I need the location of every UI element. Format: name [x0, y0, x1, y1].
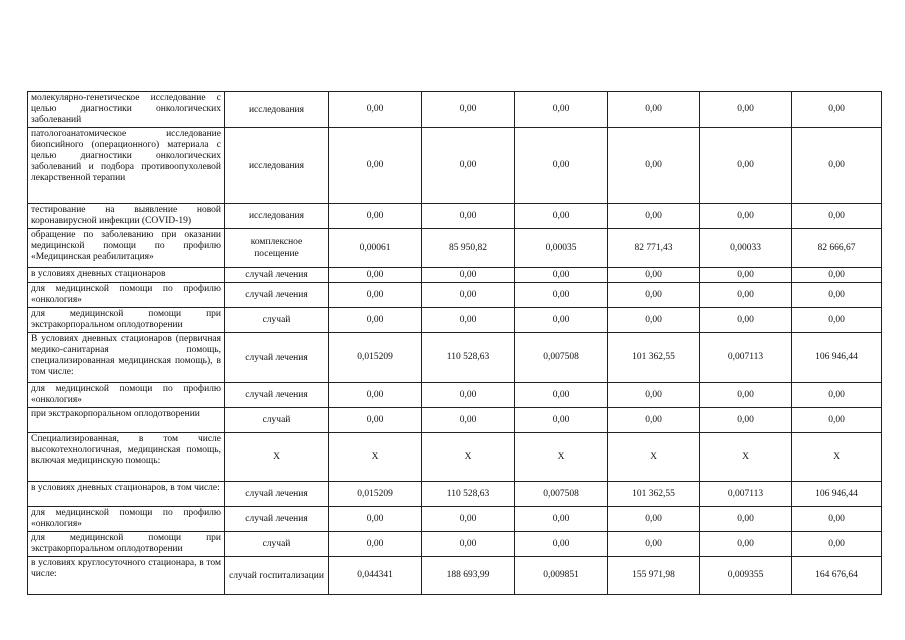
row-value-v1: 0,00061 [329, 229, 422, 268]
row-value-v1: 0,015209 [329, 333, 422, 383]
row-value-v5: 0,007113 [700, 333, 792, 383]
row-unit: Х [225, 433, 329, 482]
row-value-v6: 82 666,67 [792, 229, 882, 268]
row-value-v5: 0,00 [700, 408, 792, 433]
row-unit: случай лечения [225, 482, 329, 507]
row-unit: случай лечения [225, 268, 329, 283]
table-row [28, 433, 882, 482]
row-value-v2: 85 950,82 [422, 229, 515, 268]
row-unit: случай лечения [225, 283, 329, 308]
row-value-v4: 101 362,55 [608, 333, 700, 383]
row-value-v6: 106 946,44 [792, 482, 882, 507]
row-value-v1: 0,00 [329, 532, 422, 557]
row-value-v3: 0,00 [515, 268, 608, 283]
row-description: для медицинской помощи по профилю «онкология» [28, 283, 225, 308]
row-value-v6: Х [792, 433, 882, 482]
row-unit: комплексное посещение [225, 229, 329, 268]
row-description: для медицинской помощи при экстракорпоральном оплодотворении [28, 308, 225, 333]
row-value-v4: 155 971,98 [608, 557, 700, 595]
row-unit: случай лечения [225, 383, 329, 408]
row-value-v5: 0,00 [700, 92, 792, 128]
row-description: для медицинской помощи при экстракорпоральном оплодотворении [28, 532, 225, 557]
row-value-v3: 0,00 [515, 92, 608, 128]
row-value-v6: 0,00 [792, 92, 882, 128]
row-value-v4: 0,00 [608, 532, 700, 557]
row-unit: случай лечения [225, 333, 329, 383]
row-value-v3: 0,00035 [515, 229, 608, 268]
row-value-v6: 0,00 [792, 128, 882, 204]
row-value-v3: 0,00 [515, 308, 608, 333]
table-row [28, 308, 882, 333]
row-value-v2: 0,00 [422, 283, 515, 308]
row-value-v4: 0,00 [608, 128, 700, 204]
row-value-v2: 0,00 [422, 308, 515, 333]
table-row [28, 92, 882, 128]
row-value-v3: 0,00 [515, 383, 608, 408]
row-value-v2: 0,00 [422, 128, 515, 204]
row-value-v4: 0,00 [608, 92, 700, 128]
row-description: в условиях дневных стационаров [28, 268, 225, 283]
row-value-v2: 188 693,99 [422, 557, 515, 595]
row-value-v3: 0,009851 [515, 557, 608, 595]
row-value-v2: 0,00 [422, 268, 515, 283]
row-unit: исследования [225, 92, 329, 128]
row-value-v6: 0,00 [792, 204, 882, 229]
row-description: в условиях дневных стационаров, в том числе: [28, 482, 225, 507]
row-value-v4: 0,00 [608, 204, 700, 229]
table-row [28, 383, 882, 408]
row-value-v2: 110 528,63 [422, 333, 515, 383]
row-value-v4: 82 771,43 [608, 229, 700, 268]
table-row [28, 268, 882, 283]
row-value-v3: 0,00 [515, 128, 608, 204]
row-value-v1: 0,015209 [329, 482, 422, 507]
row-value-v5: 0,009355 [700, 557, 792, 595]
row-unit: исследования [225, 128, 329, 204]
row-value-v2: 0,00 [422, 383, 515, 408]
row-value-v5: 0,00 [700, 283, 792, 308]
row-description: при экстракорпоральном оплодотворении [28, 408, 225, 433]
row-value-v5: 0,007113 [700, 482, 792, 507]
row-value-v6: 0,00 [792, 383, 882, 408]
row-value-v3: Х [515, 433, 608, 482]
row-value-v5: 0,00 [700, 128, 792, 204]
table-row [28, 482, 882, 507]
row-value-v5: 0,00 [700, 308, 792, 333]
row-value-v3: 0,007508 [515, 482, 608, 507]
row-value-v5: 0,00 [700, 268, 792, 283]
norms-table [27, 91, 882, 595]
row-value-v4: 0,00 [608, 308, 700, 333]
row-unit: случай [225, 408, 329, 433]
row-description: в условиях круглосуточного стационара, в том числе: [28, 557, 225, 595]
row-value-v1: 0,044341 [329, 557, 422, 595]
row-value-v2: 0,00 [422, 204, 515, 229]
row-value-v6: 164 676,64 [792, 557, 882, 595]
row-value-v6: 0,00 [792, 268, 882, 283]
row-value-v6: 0,00 [792, 283, 882, 308]
row-value-v3: 0,00 [515, 204, 608, 229]
row-value-v2: 110 528,63 [422, 482, 515, 507]
row-value-v1: 0,00 [329, 204, 422, 229]
row-value-v4: 0,00 [608, 383, 700, 408]
table-row [28, 557, 882, 595]
row-unit: случай [225, 308, 329, 333]
row-description: для медицинской помощи по профилю «онкология» [28, 507, 225, 532]
row-value-v6: 0,00 [792, 532, 882, 557]
row-value-v5: 0,00 [700, 532, 792, 557]
row-unit: исследования [225, 204, 329, 229]
row-value-v4: 0,00 [608, 507, 700, 532]
row-value-v1: 0,00 [329, 128, 422, 204]
row-value-v6: 0,00 [792, 408, 882, 433]
row-description: для медицинской помощи по профилю «онкология» [28, 383, 225, 408]
row-value-v2: 0,00 [422, 408, 515, 433]
row-value-v6: 106 946,44 [792, 333, 882, 383]
row-value-v1: 0,00 [329, 283, 422, 308]
row-value-v5: 0,00 [700, 204, 792, 229]
row-value-v5: 0,00033 [700, 229, 792, 268]
row-value-v4: 0,00 [608, 408, 700, 433]
row-value-v1: 0,00 [329, 308, 422, 333]
table-row [28, 333, 882, 383]
row-value-v1: Х [329, 433, 422, 482]
row-value-v5: Х [700, 433, 792, 482]
row-value-v2: 0,00 [422, 532, 515, 557]
row-description: молекулярно-генетическое исследование с целью диагностики онкологических заболеваний [28, 92, 225, 128]
row-unit: случай [225, 532, 329, 557]
row-value-v3: 0,007508 [515, 333, 608, 383]
row-value-v1: 0,00 [329, 408, 422, 433]
row-unit: случай госпитализации [225, 557, 329, 595]
row-value-v1: 0,00 [329, 507, 422, 532]
row-value-v3: 0,00 [515, 532, 608, 557]
row-value-v5: 0,00 [700, 383, 792, 408]
row-value-v6: 0,00 [792, 308, 882, 333]
row-value-v2: Х [422, 433, 515, 482]
row-description: патологоанатомическое исследование биопсийного (операционного) материала с целью диагностики онкологических заболеваний и подбора противоопухолевой лекарственной терапии [28, 128, 225, 204]
table-row [28, 229, 882, 268]
row-value-v1: 0,00 [329, 92, 422, 128]
row-value-v3: 0,00 [515, 408, 608, 433]
row-value-v3: 0,00 [515, 283, 608, 308]
table-row [28, 283, 882, 308]
table-row [28, 507, 882, 532]
row-value-v4: 0,00 [608, 283, 700, 308]
row-value-v1: 0,00 [329, 268, 422, 283]
row-description: обращение по заболеванию при оказании медицинской помощи по профилю «Медицинская реабилитация» [28, 229, 225, 268]
row-value-v4: 0,00 [608, 268, 700, 283]
table-body [28, 92, 882, 595]
row-value-v2: 0,00 [422, 507, 515, 532]
row-description: Специализированная, в том числе высокотехнологичная, медицинская помощь, включая медицинскую помощь: [28, 433, 225, 482]
row-description: тестирование на выявление новой коронавирусной инфекции (COVID-19) [28, 204, 225, 229]
table-row [28, 128, 882, 204]
row-unit: случай лечения [225, 507, 329, 532]
row-value-v1: 0,00 [329, 383, 422, 408]
row-value-v5: 0,00 [700, 507, 792, 532]
table-row [28, 532, 882, 557]
table-row [28, 204, 882, 229]
row-value-v6: 0,00 [792, 507, 882, 532]
row-description: В условиях дневных стационаров (первичная медико-санитарная помощь, специализированная медицинская помощь), в том числе: [28, 333, 225, 383]
row-value-v2: 0,00 [422, 92, 515, 128]
table-row [28, 408, 882, 433]
row-value-v3: 0,00 [515, 507, 608, 532]
row-value-v4: Х [608, 433, 700, 482]
row-value-v4: 101 362,55 [608, 482, 700, 507]
